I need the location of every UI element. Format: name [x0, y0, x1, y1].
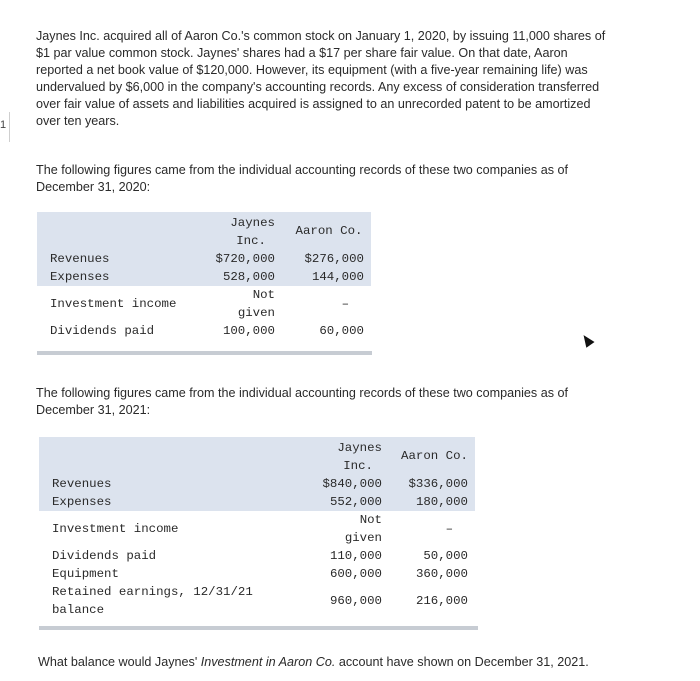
- table-2021-bottom-rule: [39, 626, 478, 630]
- question-marker: 1: [0, 119, 7, 131]
- intro-line: reported a net book value of $120,000. However, its equipment (with a five-year remaining life) was: [36, 63, 588, 77]
- problem-intro: [36, 28, 676, 130]
- table-row: [39, 475, 475, 493]
- table-row: [37, 322, 371, 340]
- row-label: Equipment: [52, 567, 119, 581]
- table-row: [39, 547, 475, 565]
- row-label: Dividends paid: [52, 549, 157, 563]
- intro-line: $1 par value common stock. Jaynes' shares had a $17 per share fair value. On that date, Aaron: [36, 46, 568, 60]
- table-row: [39, 493, 475, 511]
- table-row: [39, 583, 475, 619]
- jaynes-value-line2: given: [237, 306, 275, 320]
- aaron-value: 216,000: [415, 594, 468, 608]
- header-jaynes: [287, 437, 382, 475]
- header-aaron: Aaron Co.: [295, 224, 363, 238]
- section-2020-line: December 31, 2020:: [36, 180, 151, 194]
- question-account-name: Investment in Aaron Co.: [200, 655, 336, 669]
- table-header-row: [39, 437, 475, 475]
- aaron-value: 50,000: [423, 549, 468, 563]
- jaynes-value-line1: Not: [252, 288, 275, 302]
- aaron-value: 60,000: [319, 324, 364, 338]
- aaron-value: 144,000: [311, 270, 364, 284]
- table-header-row: [37, 212, 371, 250]
- jaynes-value: 110,000: [329, 549, 382, 563]
- table-row: [37, 268, 371, 286]
- mouse-cursor-icon: [579, 332, 594, 348]
- jaynes-value-line1: Not: [359, 513, 382, 527]
- jaynes-value: [287, 511, 382, 547]
- question-prefix: What balance would Jaynes': [38, 655, 201, 669]
- header-jaynes-line1: Jaynes: [230, 216, 275, 230]
- figures-2020-table: [37, 212, 371, 340]
- jaynes-value: [187, 286, 275, 322]
- section-2021-line: December 31, 2021:: [36, 403, 151, 417]
- section-2021-intro: [36, 385, 676, 419]
- intro-line: Jaynes Inc. acquired all of Aaron Co.'s common stock on January 1, 2020, by issuing 11,000 shares of: [36, 29, 606, 43]
- header-label-cell: [39, 437, 287, 475]
- row-label-line2: balance: [52, 603, 105, 617]
- row-label: Revenues: [50, 252, 110, 266]
- jaynes-value-line2: given: [344, 531, 382, 545]
- header-jaynes-line2: Inc.: [343, 459, 373, 473]
- row-label: Investment income: [52, 522, 179, 536]
- question-text: [38, 654, 678, 671]
- jaynes-value: 100,000: [222, 324, 275, 338]
- intro-line: over fair value of assets and liabilities acquired is assigned to an unrecorded patent to be amortized: [36, 97, 591, 111]
- question-suffix: account have shown on December 31, 2021.: [335, 655, 589, 669]
- intro-line: over ten years.: [36, 114, 120, 128]
- table-row: [39, 511, 475, 547]
- row-label: Expenses: [50, 270, 110, 284]
- row-label: Expenses: [52, 495, 112, 509]
- figures-2021-table: [39, 437, 475, 619]
- header-label-cell: [37, 212, 187, 250]
- jaynes-value: $720,000: [215, 252, 275, 266]
- intro-line: undervalued by $6,000 in the company's accounting records. Any excess of consideration transferred: [36, 80, 600, 94]
- aaron-value: $276,000: [304, 252, 364, 266]
- jaynes-value: 960,000: [329, 594, 382, 608]
- row-label: Dividends paid: [50, 324, 155, 338]
- jaynes-value: 600,000: [329, 567, 382, 581]
- header-aaron: Aaron Co.: [401, 449, 468, 463]
- section-2020-intro: [36, 162, 676, 196]
- table-row: [37, 250, 371, 268]
- table-2020-bottom-rule: [37, 351, 372, 355]
- aaron-value: –: [445, 522, 453, 536]
- table-row: [39, 565, 475, 583]
- aaron-value: 180,000: [415, 495, 468, 509]
- header-jaynes-line2: Inc.: [236, 234, 266, 248]
- row-label: Revenues: [52, 477, 112, 491]
- aaron-value: $336,000: [408, 477, 468, 491]
- row-label: Investment income: [50, 297, 177, 311]
- section-2021-line: The following figures came from the individual accounting records of these two companies as of: [36, 386, 569, 400]
- section-2020-line: The following figures came from the individual accounting records of these two companies as of: [36, 163, 569, 177]
- aaron-value: 360,000: [415, 567, 468, 581]
- header-jaynes-line1: Jaynes: [337, 441, 382, 455]
- jaynes-value: 528,000: [222, 270, 275, 284]
- row-label-line1: Retained earnings, 12/31/21: [52, 585, 253, 599]
- aaron-value: –: [341, 297, 349, 311]
- jaynes-value: 552,000: [329, 495, 382, 509]
- row-label: [39, 583, 287, 619]
- jaynes-value: $840,000: [322, 477, 382, 491]
- table-row: [37, 286, 371, 322]
- header-jaynes: [187, 212, 275, 250]
